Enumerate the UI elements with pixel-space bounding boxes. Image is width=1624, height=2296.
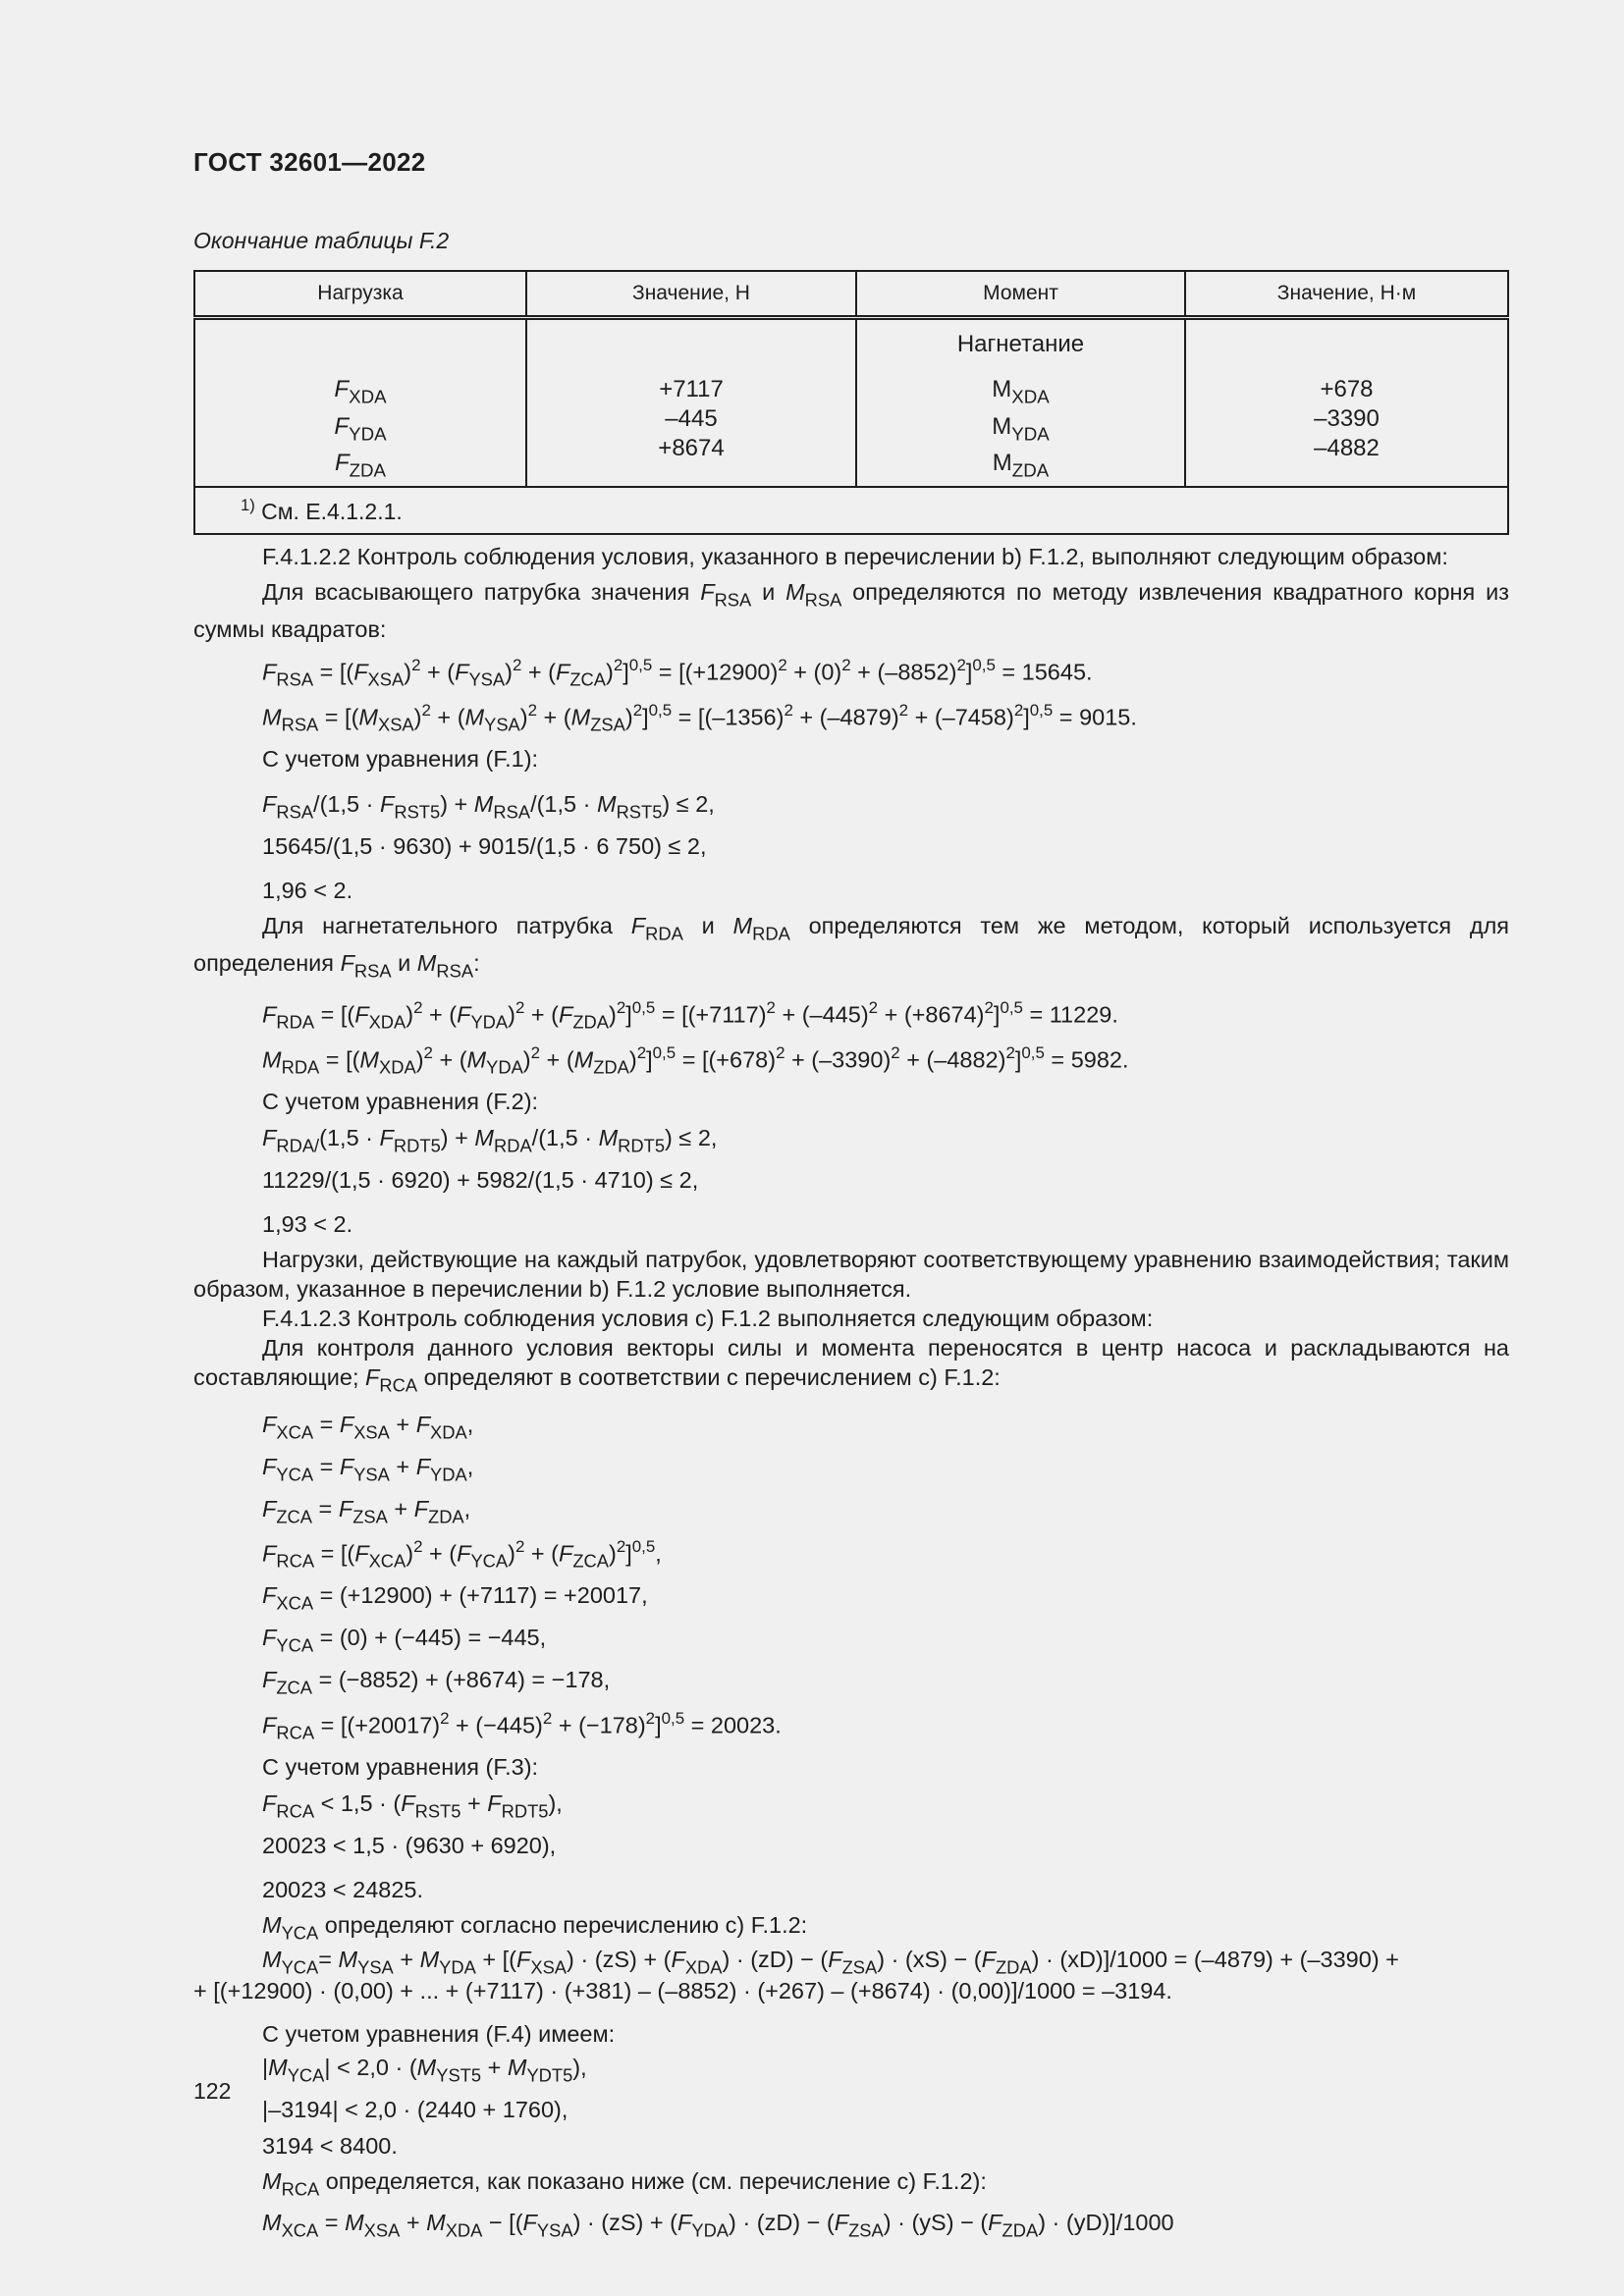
table-row: [194, 318, 1508, 487]
equation: 11229/(1,5 · 6920) + 5982/(1,5 · 4710) ≤ 2,: [262, 1166, 699, 1193]
result: 1,96 < 2.: [262, 878, 353, 904]
equation: + [(+12900) · (0,00) + ... + (+7117) · (+381) – (–8852) · (+267) – (+8674) · (0,00)]/1000 = –3194.: [193, 1978, 1172, 2004]
col-header-moment: Момент: [856, 271, 1185, 318]
cell-moment-values: +678 –3390 –4882: [1185, 318, 1508, 487]
result: 1,93 < 2.: [262, 1211, 353, 1238]
text-line: С учетом уравнения (F.3):: [262, 1753, 539, 1780]
equation: $F_{RCA} = [(F_{XCA})^2 + (F_{YCA})^2 + (F_{ZCA})^2]^{0,5}$,: [262, 1537, 662, 1573]
equation: $F_{YCA} = (0) + (-445) = -445$,: [262, 1625, 547, 1656]
cell-moments: Нагнетание $M_{XDA}$ $M_{YDA}$ $M_{ZDA}$: [856, 318, 1185, 487]
equation: $F_{ZCA} = (-8852) + (+8674) = -178$,: [262, 1666, 611, 1698]
col-header-load: Нагрузка: [194, 271, 526, 318]
text-line: С учетом уравнения (F.1):: [262, 746, 539, 773]
result: 3194 < 8400.: [262, 2133, 398, 2160]
body-text: [193, 542, 1509, 2240]
loads-table: [193, 270, 1509, 535]
table-caption: Окончание таблицы F.2: [193, 228, 450, 253]
text-line: С учетом уравнения (F.4) имеем:: [262, 2021, 616, 2048]
col-header-value-n: Значение, Н: [526, 271, 856, 318]
paragraph: F.4.1.2.3 Контроль соблюдения условия c) F.1.2 выполняется следующим образом:: [262, 1305, 1154, 1331]
equation: $F_{RSA}/(1,5 \cdot F_{RST5}) + M_{RSA}/(1,5 \cdot M_{RST5}) \le 2$,: [262, 790, 715, 823]
col-header-value-nm: Значение, Н·м: [1185, 271, 1508, 318]
table-footnote: $^{1)}$ См. E.4.1.2.1.: [194, 487, 1508, 534]
equation: |–3194| < 2,0 · (2440 + 1760),: [262, 2096, 568, 2122]
equation: $F_{RCA} = [(+20017)^2 + (-445)^2 + (-178)^2]^{0,5} = 20023$.: [262, 1708, 782, 1743]
text-line: $M_{YCA}$ определяют согласно перечислению c) F.1.2:: [262, 1911, 808, 1944]
paragraph: F.4.1.2.2 Контроль соблюдения условия, указанного в перечислении b) F.1.2, выполняют следующим образом:: [262, 544, 1448, 569]
section-title: Нагнетание: [956, 331, 1085, 357]
document-header: ГОСТ 32601—2022: [193, 147, 426, 177]
equation: $F_{RDA} = [(F_{XDA})^2 + (F_{YDA})^2 + (F_{ZDA})^2]^{0,5} = [(+7117)^2 + (-445)^2 + (+8674)^2]^{0,5} = 11229$.: [262, 997, 1118, 1033]
equation: 20023 < 1,5 · (9630 + 6920),: [262, 1832, 557, 1858]
equation: $F_{RDA/}(1,5 \cdot F_{RDT5}) + M_{RDA}/(1,5 \cdot M_{RDT5}) \le 2$,: [262, 1125, 718, 1156]
equation: $F_{YCA} = F_{YSA} + F_{YDA}$,: [262, 1453, 474, 1485]
equation: $M_{RDA} = [(M_{XDA})^2 + (M_{YDA})^2 + (M_{ZDA})^2]^{0,5} = [(+678)^2 + (-3390)^2 + (-4882)^2]^{0,5} = 5982$.: [262, 1042, 1129, 1078]
cell-loads: $F_{XDA}$ $F_{YDA}$ $F_{ZDA}$: [194, 318, 526, 487]
paragraph: Для контроля данного условия векторы силы и момента переносятся в центр насоса и раскладываются на составляющие; $F_{RCA}$ определяют в соответствии с перечислением c) F.1.2:: [193, 1334, 1509, 1396]
text-line: $M_{RCA}$ определяется, как показано ниже (см. перечисление c) F.1.2):: [262, 2167, 987, 2200]
equation: $M_{XCA} = M_{XSA} + M_{XDA} - [(F_{YSA}) \cdot (zS) + (F_{YDA}) \cdot (zD) - (F_{ZSA}) \cdot (yS) - (F_{ZDA}) \cdot (yD)]/1000$: [262, 2210, 1174, 2241]
paragraph: Для нагнетательного патрубка $F_{RDA}$ и $M_{RDA}$ определяются тем же методом, который используется для определения $F_{RSA}$ и $M_{RSA}$:: [193, 912, 1510, 982]
table-header-row: [194, 271, 1508, 318]
equation: 15645/(1,5 · 9630) + 9015/(1,5 · 6 750) ≤ 2,: [262, 832, 707, 859]
equation: $F_{XCA} = F_{XSA} + F_{XDA}$,: [262, 1412, 474, 1443]
text-line: С учетом уравнения (F.2):: [262, 1088, 539, 1114]
cell-load-values: +7117 –445 +8674: [526, 318, 856, 487]
paragraph: Для всасывающего патрубка значения $F_{RSA}$ и $M_{RSA}$ определяются по методу извлечения квадратного корня из суммы квадратов:: [193, 579, 1510, 643]
equation: $F_{XCA} = (+12900) + (+7117) = +20017$,: [262, 1582, 648, 1614]
result: 20023 < 24825.: [262, 1877, 424, 1903]
equation: $M_{YCA}= M_{YSA} + M_{YDA} + [(F_{XSA}) \cdot (zS) + (F_{XDA}) \cdot (zD) - (F_{ZSA}) \cdot (xS) - (F_{ZDA}) \cdot (xD)]/1000 = (-4879) + (-3390)$ +: [262, 1946, 1399, 1978]
page-number: 122: [193, 2078, 232, 2104]
equation: $F_{ZCA} = F_{ZSA} + F_{ZDA}$,: [262, 1495, 471, 1527]
equation: $F_{RSA} = [(F_{XSA})^2 + (F_{YSA})^2 + (F_{ZCA})^2]^{0,5} = [(+12900)^2 + (0)^2 + (-8852)^2]^{0,5} = 15645$.: [262, 656, 1093, 691]
equation: $|M_{YCA}| < 2,0 \cdot (M_{YST5} + M_{YDT5})$,: [262, 2054, 587, 2086]
table-footnote-row: [194, 487, 1508, 534]
equation: $F_{RCA} < 1,5 \cdot (F_{RST5} + F_{RDT5})$,: [262, 1790, 563, 1822]
paragraph: Нагрузки, действующие на каждый патрубок, удовлетворяют соответствующему уравнению взаимодействия; таким образом, указанное в перечислении b) F.1.2 условие выполняется.: [193, 1246, 1509, 1302]
equation: $M_{RSA} = [(M_{XSA})^2 + (M_{YSA})^2 + (M_{ZSA})^2]^{0,5} = [(-1356)^2 + (-4879)^2 + (-7458)^2]^{0,5} = 9015$.: [262, 701, 1137, 736]
